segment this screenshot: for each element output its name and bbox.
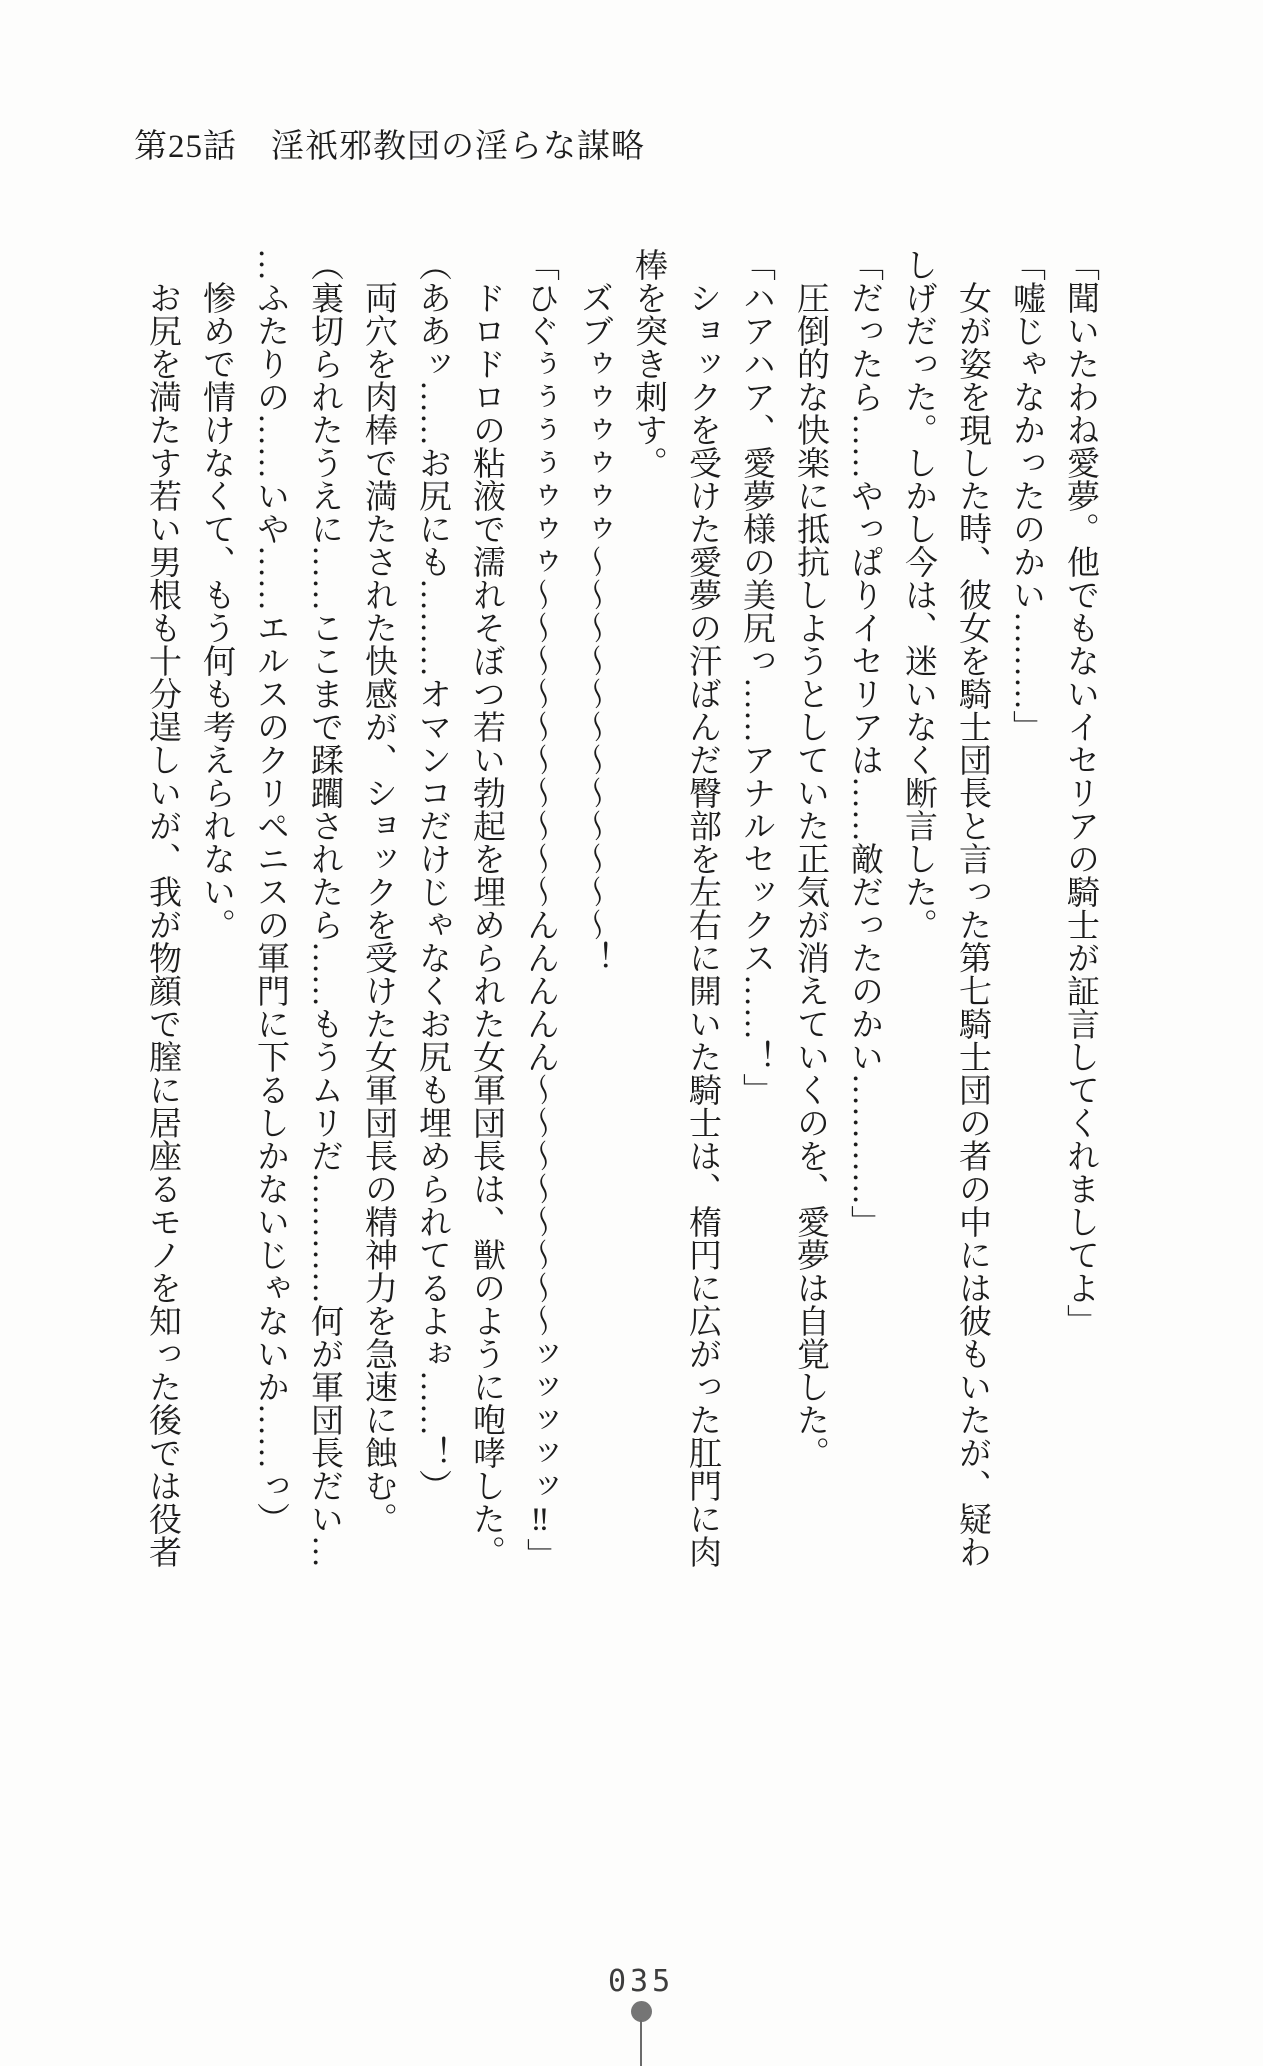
chapter-heading: 第25話 淫祇邪教団の淫らな謀略 xyxy=(134,129,645,165)
text-line: 両穴を肉棒で満たされた快感が、ショックを受けた女軍団長の精神力を急速に蝕む。 xyxy=(360,248,396,1535)
footer-ornament-dot-icon xyxy=(631,2001,652,2022)
text-line: お尻を満たす若い男根も十分逞しいが、我が物顔で膣に居座るモノを知った後では役者 xyxy=(144,248,180,1568)
text-line: ドロドロの粘液で濡れそぼつ若い勃起を埋められた女軍団長は、獣のように咆哮した。 xyxy=(468,248,504,1568)
footer-ornament-line xyxy=(640,2020,642,2066)
text-line: 惨めで情けなくて、もう何も考えられない。 xyxy=(198,248,234,941)
text-line: …ふたりの……いや……エルスのクリペニスの軍門に下るしかないじゃないか……っ） xyxy=(252,248,288,1535)
text-line: ズブゥゥゥゥゥゥ〜〜〜〜〜〜〜〜〜〜〜〜！ xyxy=(576,248,612,974)
text-line: 「嘘じゃなかったのかい………」 xyxy=(1008,248,1044,743)
text-line: しげだった。しかし今は、迷いなく断言した。 xyxy=(900,248,936,941)
text-line: 女が姿を現した時、彼女を騎士団長と言った第七騎士団の者の中には彼もいたが、疑わ xyxy=(954,248,990,1568)
text-line: （裏切られたうえに……ここまで蹂躙されたら……もうムリだ…………何が軍団長だい… xyxy=(306,248,342,1568)
text-line: （ああッ……お尻にも………オマンコだけじゃなくお尻も埋められてるよぉ……！） xyxy=(414,248,450,1502)
text-line: ショックを受けた愛夢の汗ばんだ臀部を左右に開いた騎士は、楕円に広がった肛門に肉 xyxy=(684,248,720,1568)
text-line: 「聞いたわね愛夢。他でもないイセリアの騎士が証言してくれましてよ」 xyxy=(1062,248,1098,1337)
page-number: 035 xyxy=(608,1964,675,1999)
page-text xyxy=(135,248,1107,1584)
text-line: 圧倒的な快楽に抵抗しようとしていた正気が消えていくのを、愛夢は自覚した。 xyxy=(792,248,828,1469)
text-line: 「ひぐぅぅぅぅゥゥゥ〜〜〜〜〜〜〜〜〜〜んんんんん〜〜〜〜〜〜〜〜ッッッッッ‼」 xyxy=(522,248,558,1571)
text-line: 「だったら……やっぱりイセリアは……敵だったのかい…………」 xyxy=(846,248,882,1238)
text-line: 「ハアハア、愛夢様の美尻っ……アナルセックス……！」 xyxy=(738,248,774,1106)
text-line: 棒を突き刺す。 xyxy=(630,248,666,479)
